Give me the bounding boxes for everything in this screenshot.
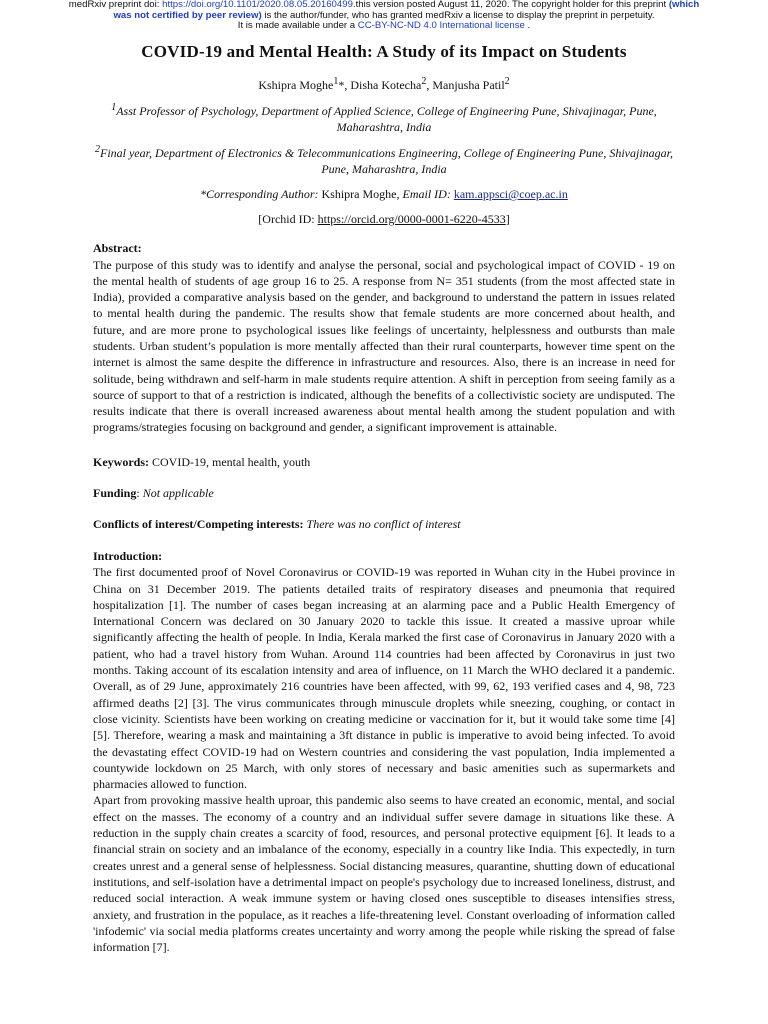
funding-separator: : (136, 485, 143, 500)
conflicts-text: There was no conflict of interest (306, 516, 461, 531)
affil-sup: 1 (111, 102, 117, 113)
corr-label: *Corresponding Author: (200, 187, 319, 201)
banner-period: . (524, 20, 531, 31)
paper-page (93, 40, 675, 955)
orcid-line (93, 211, 675, 227)
author-affil-sup: 2 (504, 76, 510, 87)
author-name: Manjusha Patil (432, 78, 505, 92)
orcid-prefix: [Orchid ID: (258, 212, 318, 226)
doi-link[interactable]: https://doi.org/10.1101/2020.08.05.20160499 (162, 0, 353, 10)
banner-line-1 (60, 0, 708, 21)
funding-label: Funding (93, 485, 137, 500)
introduction-section (93, 549, 675, 956)
intro-paragraph-1: The first documented proof of Novel Coronavirus or COVID-19 was reported in Wuhan city in the Hubei province in China on 31 December 2019. The patients detailed traits of respiratory diseases and pneumonia that required hospitalization [1]. The number of cases began increasing at an alarming pace and a Public Health Emergency of International Concern was declared on 30 January 2020 to tackle this issue. It created a massive uproar while significantly affecting the health of people. In India, Kerala marked the first case of Coronavirus in January 2020 with a patient, who had a travel history from Wuhan. Around 114 countries had been affected by Coronavirus in just two months. Taking account of its escalation intensity and area of influence, on 11 March the WHO declared it a pandemic. Overall, as of 29 June, approximately 216 countries have been affected, with 99, 62, 193 verified cases and 4, 98, 723 affirmed deaths [2] [3]. The virus communicates through minuscule droplets while sneezing, coughing, or contact in close vicinity. Scientists have been working on creating medicine or vaccination for it, but it would take some time [4] [5]. Therefore, wearing a mask and maintaining a 3ft distance in public is imperative to avoid being infected. To avoid the devastating effect COVID-19 had on Western countries and considering the vast population, India implemented a countywide lockdown on 25 March, with only stores of necessary and basic amenities such as supermarkets and pharmacies allowed to function. (93, 565, 675, 792)
orcid-suffix: ] (505, 212, 510, 226)
author-name: Disha Kotecha (350, 78, 422, 92)
author-list (93, 74, 675, 93)
abstract-heading: Abstract: (93, 241, 142, 255)
banner-doi-prefix: medRxiv preprint doi: (68, 0, 163, 10)
orcid-link[interactable]: https://orcid.org/0000-0001-6220-4533 (317, 212, 506, 226)
email-link[interactable]: kam.appsci@coep.ac.in (453, 187, 568, 201)
introduction-heading: Introduction: (93, 548, 163, 563)
author-affil-sup: 2 (421, 76, 427, 87)
conflicts-line (93, 516, 675, 532)
medrxiv-banner (60, 0, 708, 32)
corr-name: Kshipra Moghe, (318, 187, 403, 201)
funding-line (93, 485, 675, 501)
keywords-line (93, 454, 675, 470)
affil-text: Final year, Department of Electronics & Telecommunications Engineering, College of Engineering Pune, Shivajinagar, Pune, Maharashtra, India (99, 146, 674, 176)
paper-title: COVID-19 and Mental Health: A Study of its Impact on Students (141, 42, 627, 61)
affiliation-1 (93, 100, 675, 135)
banner-copyright-text: .this version posted August 11, 2020. The copyright holder for this preprint (352, 0, 667, 10)
author-corr-mark: *, (338, 78, 351, 92)
abstract-section (93, 241, 675, 436)
abstract-text: The purpose of this study was to identify and analyse the personal, social and psychological impact of COVID - 19 on the mental health of students of age group 16 to 25. A response from N= 351 students (from the most affected state in India), provided a comparative analysis based on the gender, and background to understand the pattern in issues related to mental health during the pandemic. The results show that female students are more concerned about health, and future, and are more prone to psychological issues like feelings of uncertainty, helplessness and outbursts than male students. Urban student’s population is more mentally affected than their rural counterparts, however time spent on the internet is almost the same despite the difference in infrastructure and resources. Also, there is an increase in need for solitude, being withdrawn and self-harm in male students require attention. A shift in perception from seeing family as a source of support to that of a restriction is indicated, although the benefits of a collectivistic society are undisputed. The results indicate that there is overall increased awareness about mental health among the student population and with programs/strategies focusing on background and gender, a significant improvement is attainable. (93, 257, 675, 435)
affil-text: Asst Professor of Psychology, Department of Applied Science, College of Engineering Pune, Shivajinagar, Pune, Maharashtra, India (116, 104, 657, 134)
keywords-text: COVID-19, mental health, youth (149, 454, 311, 469)
keywords-label: Keywords: (93, 454, 149, 469)
banner-license-text: is the author/funder, who has granted medRxiv a license to display the preprint in perpetuity. (261, 9, 655, 21)
license-link[interactable]: CC-BY-NC-ND 4.0 International license (357, 20, 525, 31)
conflicts-label: Conflicts of interest/Competing interests: (93, 516, 304, 531)
affil-sup: 2 (94, 144, 100, 155)
banner-line-3 (60, 21, 708, 32)
affiliation-2 (93, 142, 675, 177)
author-affil-sup: 1 (333, 76, 339, 87)
corresponding-author (93, 186, 675, 202)
email-label: Email ID: (402, 187, 451, 201)
banner-available-text: It is made available under a (237, 20, 358, 31)
intro-paragraph-2: Apart from provoking massive health uproar, this pandemic also seems to have created an economic, mental, and social effect on the masses. The economy of a country and an individual suffer severe damage in situations like these. A reduction in the supply chain creates a scarcity of food, resources, and personal protective equipment [6]. It leads to a financial strain on society and an imbalance of the economy, especially in a country like India. This expectedly, in turn creates unrest and a general sense of helplessness. Social distancing measures, quarantine, shutting down of educational institutions, and self-isolation have a detrimental impact on people's psychology due to increased loneliness, distrust, and reduced social interaction. A weak immune system or having closed ones susceptible to diseases intensifies stress, anxiety, and frustration in the populace, as it reaches a life-threatening level. Constant overloading of information called 'infodemic' via social media platforms creates uncertainty and worry among the people while risking the spread of false information [7]. (93, 793, 675, 955)
author-name: Kshipra Moghe (258, 78, 334, 92)
not-certified-notice: (which was not certified by peer review) (113, 0, 700, 21)
funding-text: Not applicable (142, 485, 214, 500)
author-separator: , (426, 78, 433, 92)
